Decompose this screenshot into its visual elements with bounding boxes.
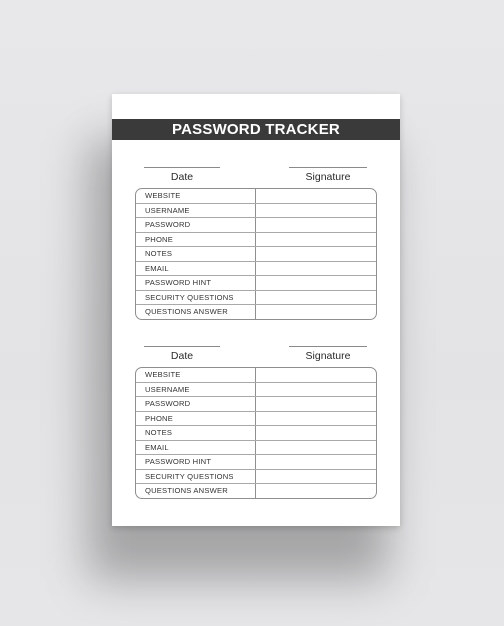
table-row — [136, 218, 376, 233]
field-value-phone[interactable] — [256, 412, 376, 426]
table-row — [136, 470, 376, 485]
field-value-notes[interactable] — [256, 426, 376, 440]
table-row — [136, 426, 376, 441]
table-row — [136, 276, 376, 291]
table-row — [136, 412, 376, 427]
field-value-questions-answer[interactable] — [256, 484, 376, 499]
table-row — [136, 247, 376, 262]
signature-line — [289, 346, 367, 347]
field-label-security-questions: SECURITY QUESTIONS — [136, 291, 256, 305]
field-value-password-hint[interactable] — [256, 455, 376, 469]
table-row — [136, 397, 376, 412]
field-label-website: WEBSITE — [136, 368, 256, 382]
table-row — [136, 204, 376, 219]
password-entry-table — [135, 188, 377, 320]
field-value-password[interactable] — [256, 397, 376, 411]
field-label-password-hint: PASSWORD HINT — [136, 455, 256, 469]
field-label-questions-answer: QUESTIONS ANSWER — [136, 484, 256, 499]
field-label-security-questions: SECURITY QUESTIONS — [136, 470, 256, 484]
field-label-password-hint: PASSWORD HINT — [136, 276, 256, 290]
field-value-website[interactable] — [256, 189, 376, 203]
field-value-security-questions[interactable] — [256, 291, 376, 305]
date-signature-row — [112, 346, 400, 366]
field-label-username: USERNAME — [136, 383, 256, 397]
planner-page — [112, 94, 400, 526]
field-label-email: EMAIL — [136, 262, 256, 276]
field-label-email: EMAIL — [136, 441, 256, 455]
table-row — [136, 383, 376, 398]
field-label-questions-answer: QUESTIONS ANSWER — [136, 305, 256, 320]
field-value-password[interactable] — [256, 218, 376, 232]
field-label-website: WEBSITE — [136, 189, 256, 203]
table-row — [136, 233, 376, 248]
field-value-password-hint[interactable] — [256, 276, 376, 290]
table-row — [136, 484, 376, 499]
field-value-phone[interactable] — [256, 233, 376, 247]
field-value-username[interactable] — [256, 383, 376, 397]
field-label-password: PASSWORD — [136, 218, 256, 232]
field-value-username[interactable] — [256, 204, 376, 218]
field-value-website[interactable] — [256, 368, 376, 382]
field-label-phone: PHONE — [136, 412, 256, 426]
field-label-password: PASSWORD — [136, 397, 256, 411]
table-row — [136, 368, 376, 383]
table-row — [136, 262, 376, 277]
table-row — [136, 189, 376, 204]
field-label-username: USERNAME — [136, 204, 256, 218]
date-line — [144, 167, 220, 168]
password-entry-table — [135, 367, 377, 499]
date-label: Date — [170, 350, 194, 362]
field-value-questions-answer[interactable] — [256, 305, 376, 320]
date-signature-row — [112, 167, 400, 187]
field-value-security-questions[interactable] — [256, 470, 376, 484]
signature-line — [289, 167, 367, 168]
table-row — [136, 305, 376, 320]
table-row — [136, 455, 376, 470]
table-row — [136, 441, 376, 456]
date-label: Date — [170, 171, 194, 183]
date-line — [144, 346, 220, 347]
field-value-email[interactable] — [256, 262, 376, 276]
field-value-email[interactable] — [256, 441, 376, 455]
signature-label: Signature — [305, 171, 351, 183]
field-label-notes: NOTES — [136, 247, 256, 261]
field-label-notes: NOTES — [136, 426, 256, 440]
page-title: PASSWORD TRACKER — [112, 119, 400, 140]
field-value-notes[interactable] — [256, 247, 376, 261]
signature-label: Signature — [305, 350, 351, 362]
field-label-phone: PHONE — [136, 233, 256, 247]
table-row — [136, 291, 376, 306]
